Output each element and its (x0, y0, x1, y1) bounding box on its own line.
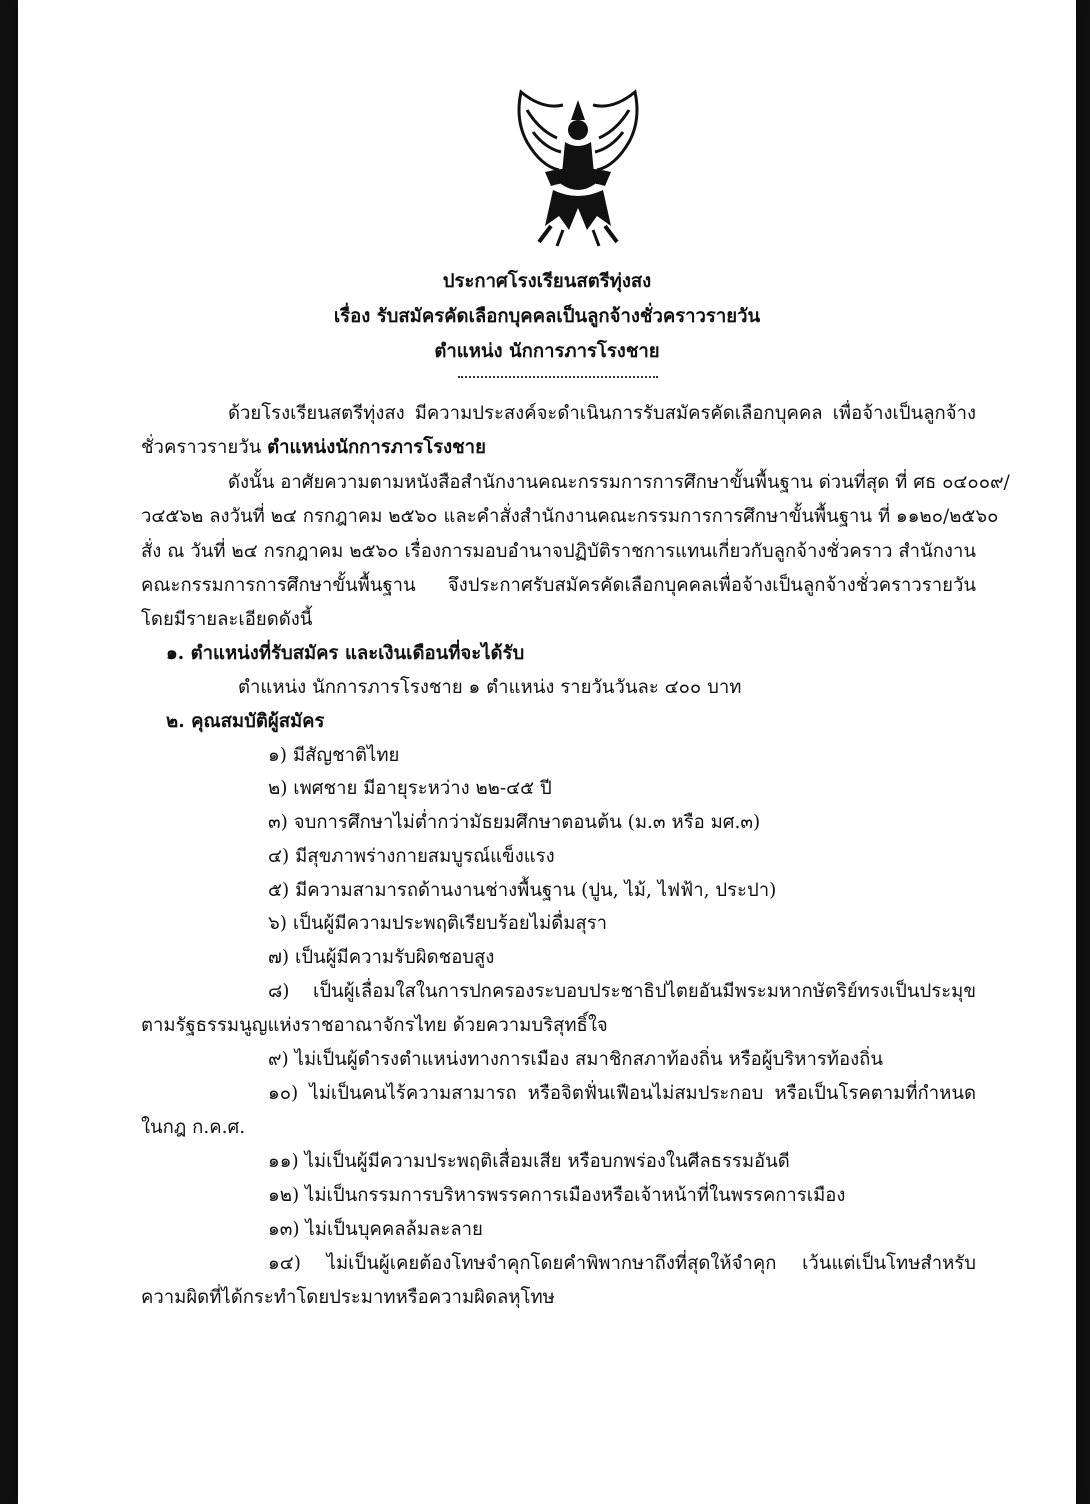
qualification-13: ๑๓) ไม่เป็นบุคคลล้มละลาย (268, 1219, 483, 1240)
qualification-12: ๑๒) ไม่เป็นกรรมการบริหารพรรคการเมืองหรือเจ้าหน้าที่ในพรรคการเมือง (268, 1185, 846, 1206)
qualification-8a: ๘) เป็นผู้เลื่อมใสในการปกครองระบอบประชาธิปไตยอันมีพระมหากษัตริย์ทรงเป็นประมุข (268, 981, 976, 1002)
intro-p1-position: ตำแหน่งนักการภารโรงชาย (267, 437, 486, 458)
section1-heading: ๑. ตำแหน่งที่รับสมัคร และเงินเดือนที่จะได้รับ (166, 643, 525, 664)
qualification-2: ๒) เพศชาย มีอายุระหว่าง ๒๒-๔๕ ปี (268, 778, 552, 799)
intro-p1-line2 (141, 434, 486, 462)
intro-p1-line1: ด้วยโรงเรียนสตรีทุ่งสง มีความประสงค์จะดำเนินการรับสมัครคัดเลือกบุคคล เพื่อจ้างเป็นลูกจ้าง (228, 403, 976, 424)
intro-p2-line2: ว๔๕๖๒ ลงวันที่ ๒๔ กรกฎาคม ๒๕๖๐ และคำสั่งสำนักงานคณะกรรมการการศึกษาขั้นพื้นฐาน ที่ ๑๑๒๐/๒๕๖๐ (141, 506, 999, 527)
qualification-3: ๓) จบการศึกษาไม่ต่ำกว่ามัธยมศึกษาตอนต้น (ม.๓ หรือ มศ.๓) (268, 812, 761, 833)
header-line-2: เรื่อง รับสมัครคัดเลือกบุคคลเป็นลูกจ้างชั่วคราวรายวัน (333, 306, 761, 327)
qualification-14a: ๑๔) ไม่เป็นผู้เคยต้องโทษจำคุกโดยคำพิพากษาถึงที่สุดให้จำคุก เว้นแต่เป็นโทษสำหรับ (268, 1253, 976, 1274)
garuda-emblem-icon (493, 80, 663, 250)
section1-detail: ตำแหน่ง นักการภารโรงชาย ๑ ตำแหน่ง รายวันวันละ ๔๐๐ บาท (238, 677, 742, 698)
qualification-1: ๑) มีสัญชาติไทย (268, 745, 400, 766)
qualification-14b: ความผิดที่ได้กระทำโดยประมาทหรือความผิดลหุโทษ (141, 1287, 555, 1308)
intro-p1-line2-text: ชั่วคราวรายวัน (141, 437, 268, 458)
qualification-6: ๖) เป็นผู้มีความประพฤติเรียบร้อยไม่ดื่มสุรา (268, 913, 608, 934)
header-line-3: ตำแหน่ง นักการภารโรงชาย (434, 341, 660, 362)
qualification-10b: ในกฎ ก.ค.ศ. (141, 1117, 246, 1138)
section2-heading: ๒. คุณสมบัติผู้สมัคร (166, 711, 325, 732)
document-page (18, 0, 1076, 1504)
intro-p2-line1: ดังนั้น อาศัยความตามหนังสือสำนักงานคณะกรรมการการศึกษาขั้นพื้นฐาน ด่วนที่สุด ที่ ศธ ๐๔๐๐๙/ (228, 472, 1010, 493)
qualification-8b: ตามรัฐธรรมนูญแห่งราชอาณาจักรไทย ด้วยความบริสุทธิ์ใจ (141, 1015, 608, 1036)
intro-p2-line5: โดยมีรายละเอียดดังนี้ (141, 609, 313, 630)
qualification-4: ๔) มีสุขภาพร่างกายสมบูรณ์แข็งแรง (268, 846, 555, 867)
qualification-11: ๑๑) ไม่เป็นผู้มีความประพฤติเสื่อมเสีย หรือบกพร่องในศีลธรรมอันดี (268, 1151, 790, 1172)
header-line-1: ประกาศโรงเรียนสตรีทุ่งสง (442, 271, 652, 292)
qualification-10a: ๑๐) ไม่เป็นคนไร้ความสามารถ หรือจิตฟั่นเฟือนไม่สมประกอบ หรือเป็นโรคตามที่กำหนด (268, 1083, 976, 1104)
intro-p2-line4: คณะกรรมการการศึกษาขั้นพื้นฐาน จึงประกาศรับสมัครคัดเลือกบุคคลเพื่อจ้างเป็นลูกจ้างชั่วคราวรายวัน (141, 575, 976, 596)
dotted-divider (458, 376, 658, 378)
qualification-7: ๗) เป็นผู้มีความรับผิดชอบสูง (268, 947, 495, 968)
qualification-9: ๙) ไม่เป็นผู้ดำรงตำแหน่งทางการเมือง สมาชิกสภาท้องถิ่น หรือผู้บริหารท้องถิ่น (268, 1049, 883, 1070)
qualification-5: ๕) มีความสามารถด้านงานช่างพื้นฐาน (ปูน, ไม้, ไฟฟ้า, ประปา) (268, 880, 777, 901)
intro-p2-line3: สั่ง ณ วันที่ ๒๔ กรกฎาคม ๒๕๖๐ เรื่องการมอบอำนาจปฏิบัติราชการแทนเกี่ยวกับลูกจ้างชั่วคราว สำนักงาน (141, 541, 976, 562)
